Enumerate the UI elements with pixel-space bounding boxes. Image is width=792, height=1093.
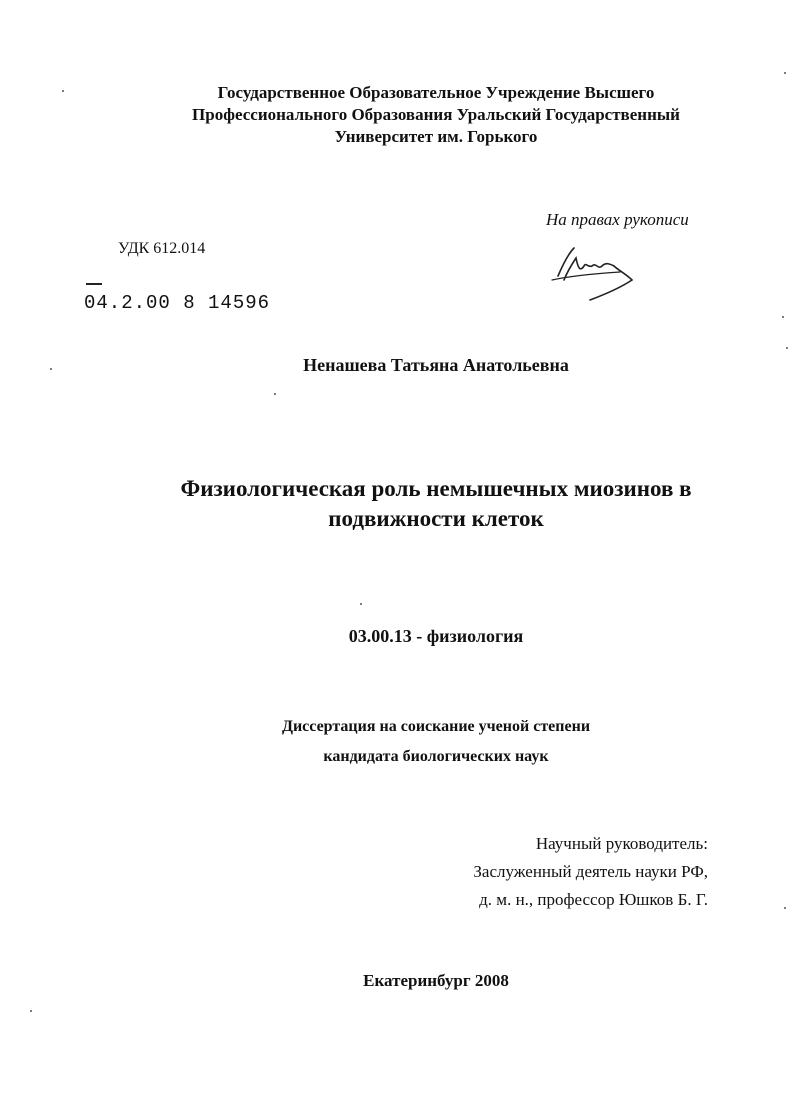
- specialty-code: 03.00.13 - физиология: [348, 626, 524, 646]
- scan-speck: [360, 603, 362, 605]
- scan-speck: [786, 347, 788, 349]
- scan-speck: [784, 907, 786, 909]
- degree-line: кандидата биологических наук: [323, 748, 549, 765]
- degree-statement: [0, 712, 792, 772]
- scan-speck: [274, 393, 276, 395]
- manuscript-note: На правах рукописи: [546, 210, 689, 229]
- dissertation-title: [0, 474, 792, 534]
- author-name: Ненашева Татьяна Анатольевна: [303, 355, 569, 375]
- stamp-mark: [86, 283, 102, 285]
- supervisor-line: Заслуженный деятель науки РФ,: [473, 862, 708, 881]
- supervisor-line: д. м. н., профессор Юшков Б. Г.: [479, 890, 708, 909]
- institution-name: [40, 82, 792, 148]
- scan-speck: [784, 72, 786, 74]
- scan-speck: [30, 1010, 32, 1012]
- scan-speck: [782, 316, 784, 318]
- degree-line: Диссертация на соискание ученой степени: [281, 718, 591, 735]
- udc-code: УДК 612.014: [118, 240, 206, 257]
- title-line: подвижности клеток: [328, 506, 544, 531]
- city-year: Екатеринбург 2008: [363, 971, 509, 990]
- scan-speck: [62, 90, 64, 92]
- scan-speck: [50, 368, 52, 370]
- institution-line: Профессионального Образования Уральский Государственный: [192, 105, 680, 124]
- registration-number: 04.2.00 8 14596: [84, 292, 271, 314]
- institution-line: Государственное Образовательное Учреждение Высшего: [217, 83, 655, 102]
- institution-line: Университет им. Горького: [334, 127, 538, 146]
- title-line: Физиологическая роль немышечных миозинов в: [180, 476, 692, 501]
- signature-icon: [540, 240, 640, 310]
- supervisor-block: [440, 830, 708, 914]
- supervisor-line: Научный руководитель:: [535, 834, 708, 853]
